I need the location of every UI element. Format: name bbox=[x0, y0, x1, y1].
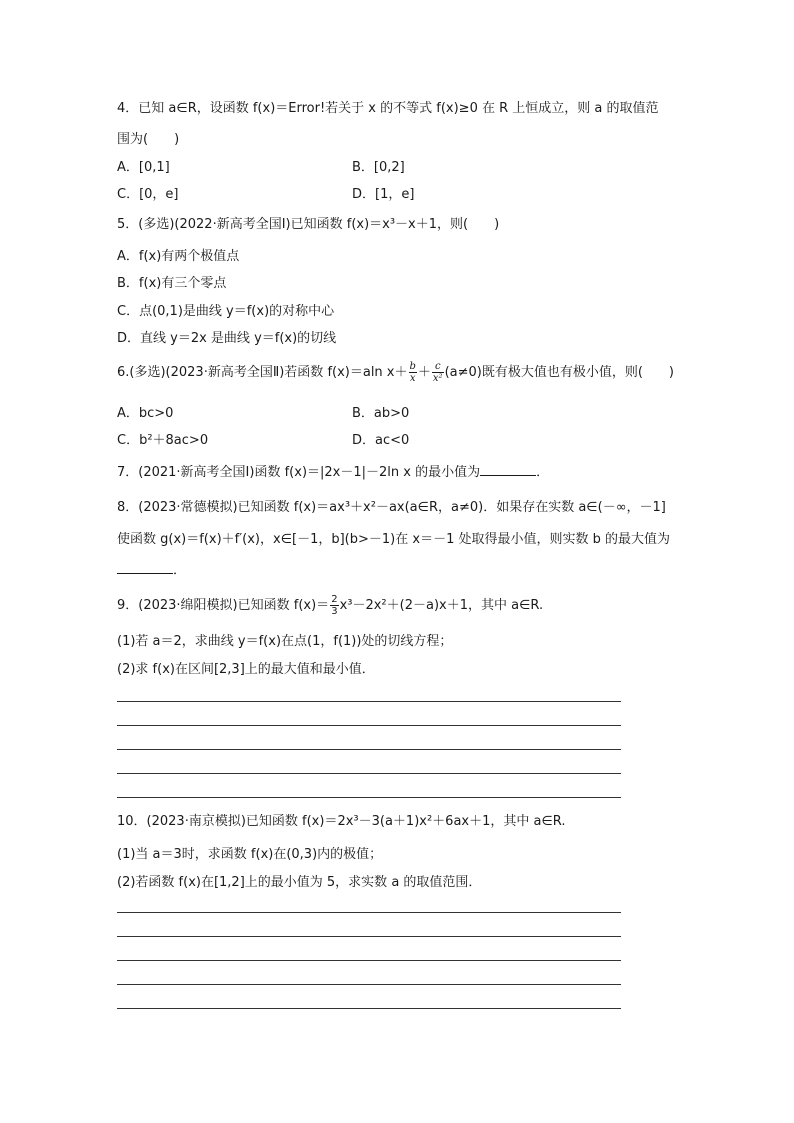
q9-frac-denominator: 3 bbox=[331, 606, 338, 617]
q5-option-a: A．f(x)有两个极值点 bbox=[117, 249, 240, 264]
q9-frac-numerator: 2 bbox=[331, 594, 338, 605]
q9-stem bbox=[117, 594, 543, 618]
q10-answer-line-2[interactable] bbox=[117, 936, 621, 937]
q6-option-a: A．bc>0 bbox=[117, 406, 174, 421]
q8-stem-line1: 8．(2023·常德模拟)已知函数 f(x)＝ax³＋x²－ax(a∈R，a≠0)．如果存在实数 a∈(－∞，－1] bbox=[117, 500, 666, 515]
q9-answer-line-2[interactable] bbox=[117, 725, 621, 726]
q7-stem-end: ． bbox=[536, 465, 550, 480]
q7-stem-text: 7．(2021·新高考全国Ⅰ)函数 f(x)＝|2x－1|－2ln x 的最小值为 bbox=[117, 465, 481, 480]
q9-part1: (1)若 a＝2，求曲线 y＝f(x)在点(1，f(1))处的切线方程； bbox=[117, 634, 453, 649]
q9-answer-line-5[interactable] bbox=[117, 797, 621, 798]
q8-answer-blank[interactable] bbox=[117, 561, 173, 574]
q7-answer-blank[interactable] bbox=[480, 463, 536, 476]
q6-stem bbox=[117, 361, 674, 385]
q6-plus: ＋ bbox=[417, 365, 431, 380]
q9-answer-line-4[interactable] bbox=[117, 773, 621, 774]
q9-stem-pre: 9．(2023·绵阳模拟)已知函数 f(x)＝ bbox=[117, 598, 330, 613]
q6-option-b: B．ab>0 bbox=[352, 406, 410, 421]
q4-option-a: A．[0,1] bbox=[117, 160, 170, 175]
q7-stem bbox=[117, 463, 549, 482]
q6-option-d: D．ac<0 bbox=[352, 433, 410, 448]
q10-part2: (2)若函数 f(x)在[1,2]上的最小值为 5，求实数 a 的取值范围． bbox=[117, 875, 482, 890]
q4-option-d: D．[1，e] bbox=[352, 187, 415, 202]
q8-stem-end: ． bbox=[173, 563, 187, 578]
q9-stem-post: x³－2x²＋(2－a)x＋1，其中 a∈R. bbox=[339, 598, 544, 613]
q6-stem-pre: 6.(多选)(2023·新高考全国Ⅱ)若函数 f(x)＝aln x＋ bbox=[117, 365, 408, 380]
q6-stem-post: (a≠0)既有极大值也有极小值，则( ) bbox=[444, 365, 674, 380]
q9-answer-line-1[interactable] bbox=[117, 701, 621, 702]
q6-frac2-numerator: c bbox=[432, 361, 444, 373]
q5-stem: 5．(多选)(2022·新高考全国Ⅰ)已知函数 f(x)＝x³－x＋1，则( ) bbox=[117, 217, 500, 232]
q4-stem-line2: 围为( ) bbox=[117, 132, 180, 147]
q9-answer-line-3[interactable] bbox=[117, 749, 621, 750]
q4-option-c: C．[0，e] bbox=[117, 187, 179, 202]
q5-option-d: D．直线 y＝2x 是曲线 y＝f(x)的切线 bbox=[117, 331, 337, 346]
q5-option-b: B．f(x)有三个零点 bbox=[117, 276, 227, 291]
q10-stem: 10．(2023·南京模拟)已知函数 f(x)＝2x³－3(a＋1)x²＋6ax＋1，其中 a∈R. bbox=[117, 814, 566, 829]
q4-stem-line1: 4．已知 a∈R，设函数 f(x)＝Error!若关于 x 的不等式 f(x)≥0 在 R 上恒成立，则 a 的取值范 bbox=[117, 101, 659, 116]
q6-fraction-c-over-x2 bbox=[432, 361, 444, 384]
q10-part1: (1)当 a＝3时，求函数 f(x)在(0,3)内的极值； bbox=[117, 847, 383, 862]
q10-answer-line-3[interactable] bbox=[117, 960, 621, 961]
q4-option-b: B．[0,2] bbox=[352, 160, 405, 175]
q9-part2: (2)求 f(x)在区间[2,3]上的最大值和最小值． bbox=[117, 662, 375, 677]
q8-stem-line2: 使函数 g(x)＝f(x)＋f′(x)，x∈[－1，b](b>－1)在 x＝－1 处取得最小值，则实数 b 的最大值为 bbox=[117, 532, 670, 547]
q6-frac2-denominator: x² bbox=[432, 373, 443, 384]
q5-option-c: C．点(0,1)是曲线 y＝f(x)的对称中心 bbox=[117, 304, 335, 319]
q10-answer-line-1[interactable] bbox=[117, 912, 621, 913]
q6-frac1-denominator: x bbox=[409, 373, 416, 384]
q6-fraction-b-over-x bbox=[409, 361, 417, 384]
q10-answer-line-4[interactable] bbox=[117, 984, 621, 985]
q6-frac1-numerator: b bbox=[409, 361, 416, 372]
q9-fraction-2-over-3 bbox=[330, 594, 338, 617]
q6-option-c: C．b²＋8ac>0 bbox=[117, 433, 209, 448]
q8-answer-line bbox=[117, 561, 186, 580]
q10-answer-line-5[interactable] bbox=[117, 1008, 621, 1009]
